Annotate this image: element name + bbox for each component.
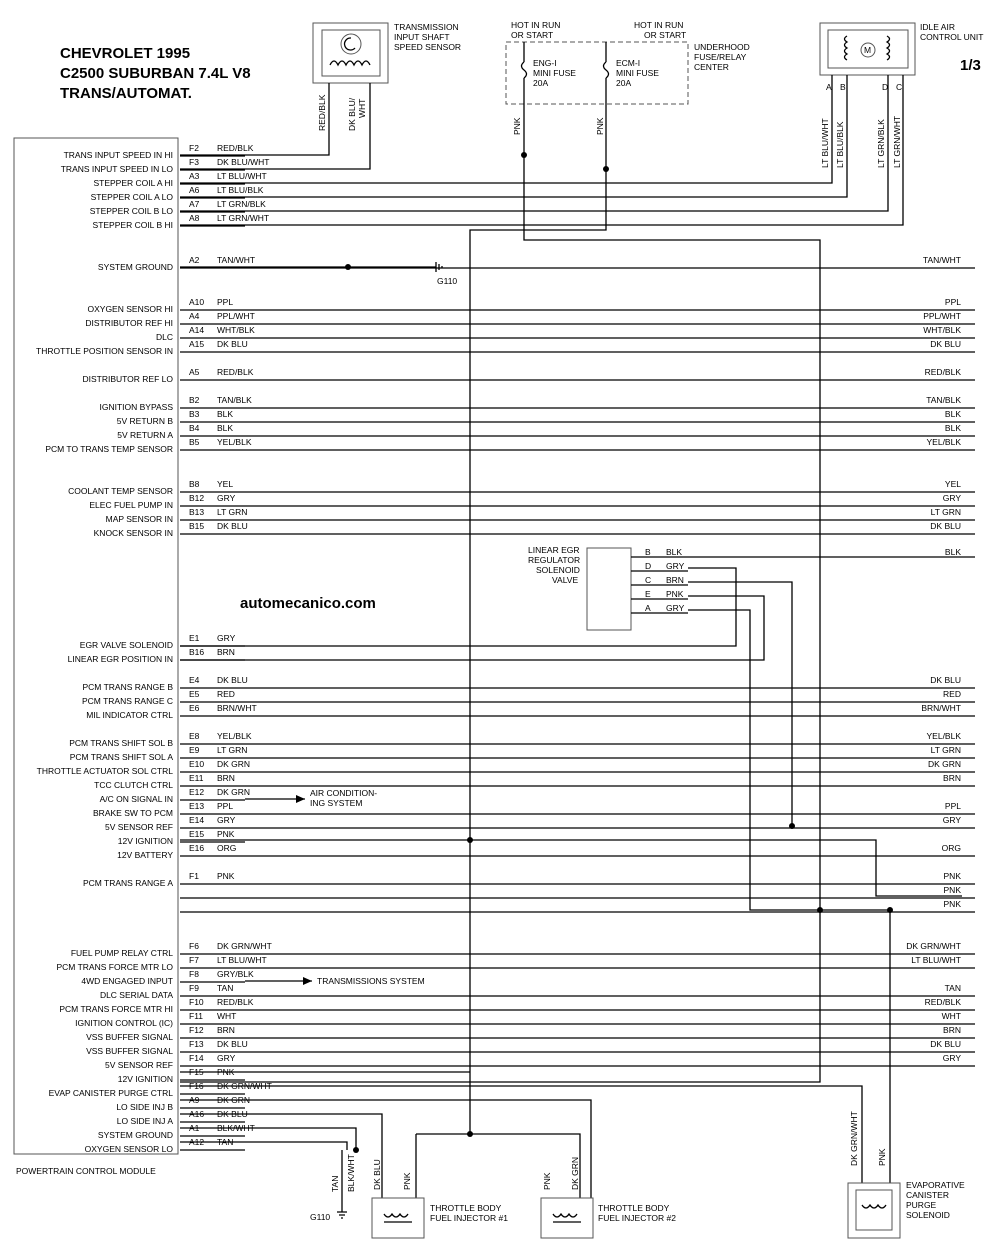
- pin-number: E5: [189, 689, 200, 699]
- egr-pin-letter: D: [645, 561, 652, 571]
- pin-number: F13: [189, 1039, 204, 1049]
- tiss-label-3: SPEED SENSOR: [394, 42, 462, 52]
- wire-color: LT GRN: [217, 745, 248, 755]
- fuse1-line2: MINI FUSE: [533, 68, 576, 78]
- wire-color-right: WHT: [941, 1011, 961, 1021]
- underhood-fuse-relay-center: [506, 20, 750, 104]
- pin-label: MAP SENSOR IN: [105, 514, 173, 524]
- pin-number: E9: [189, 745, 200, 755]
- wire-color-right: BRN: [943, 773, 961, 783]
- evap-label-2: CANISTER: [906, 1190, 949, 1200]
- pin-number: E6: [189, 703, 200, 713]
- wire-color-right: ORG: [941, 843, 961, 853]
- wire-color: RED/BLK: [217, 143, 254, 153]
- throttle-body-fuel-injector-1: [372, 1198, 508, 1238]
- iac-pin-c: C: [896, 82, 903, 92]
- pin-number: E14: [189, 815, 205, 825]
- pin-label: DISTRIBUTOR REF LO: [82, 374, 173, 384]
- wire-color-right: PNK: [943, 871, 961, 881]
- egr-label-3: SOLENOID: [536, 565, 580, 575]
- wire-color-right: TAN/BLK: [926, 395, 961, 405]
- egr-wire-color: GRY: [666, 561, 685, 571]
- egr-pins: [631, 547, 975, 613]
- pin-label: PCM TRANS RANGE B: [82, 682, 173, 692]
- bottom-wire-dkgrn: DK GRN: [570, 1156, 580, 1190]
- wire-color: GRY/BLK: [217, 969, 254, 979]
- pin-number: F2: [189, 143, 199, 153]
- egr-wire-color: BRN: [666, 575, 684, 585]
- bottom-wire-pnk2: PNK: [542, 1172, 552, 1190]
- iac-wire-4: LT GRN/WHT: [892, 115, 902, 168]
- pin-number: F3: [189, 157, 199, 167]
- pin-label: BRAKE SW TO PCM: [93, 808, 173, 818]
- pin-label: 12V IGNITION: [117, 1074, 173, 1084]
- pin-label: 5V SENSOR REF: [104, 1060, 173, 1070]
- bottom-wire-dkblu: DK BLU: [372, 1159, 382, 1190]
- wire-color-right: TAN: [944, 983, 961, 993]
- pin-number: E8: [189, 731, 200, 741]
- page-number: 1/3: [960, 57, 981, 74]
- wire-color-right: GRY: [942, 493, 961, 503]
- evap-label-3: PURGE: [906, 1200, 937, 1210]
- tiss-wire-1: RED/BLK: [317, 94, 327, 131]
- inj2-label-1: THROTTLE BODY: [598, 1203, 670, 1213]
- wire-color-right: DK GRN/WHT: [906, 941, 961, 951]
- pin-number: E4: [189, 675, 200, 685]
- pin-label: 5V RETURN B: [116, 416, 173, 426]
- egr-label-4: VALVE: [552, 575, 579, 585]
- tiss-label-1: TRANSMISSION: [394, 22, 459, 32]
- linear-egr-valve: [528, 545, 631, 630]
- iac-pin-b: B: [840, 82, 846, 92]
- pin-number: F16: [189, 1081, 204, 1091]
- wire-color-right: BRN/WHT: [921, 703, 961, 713]
- egr-wire-color: BLK: [666, 547, 683, 557]
- fuse-center-2: FUSE/RELAY: [694, 52, 747, 62]
- pin-label: OXYGEN SENSOR HI: [87, 304, 173, 314]
- pin-label: EGR VALVE SOLENOID: [79, 640, 173, 650]
- pin-label: TRANS INPUT SPEED IN LO: [60, 164, 173, 174]
- wire-color: YEL/BLK: [217, 437, 252, 447]
- wire-color: DK BLU: [217, 521, 248, 531]
- pin-label: STEPPER COIL B HI: [92, 220, 173, 230]
- pin-label: STEPPER COIL A HI: [93, 178, 173, 188]
- pin-label: MIL INDICATOR CTRL: [86, 710, 173, 720]
- bottom-wire-pnk1: PNK: [402, 1172, 412, 1190]
- wire-color-right: DK BLU: [930, 339, 961, 349]
- wire-color: GRY: [217, 633, 236, 643]
- pin-number: B2: [189, 395, 200, 405]
- wire-color-right: LT GRN: [930, 745, 961, 755]
- pin-number: B8: [189, 479, 200, 489]
- wire-color: PPL: [217, 801, 234, 811]
- iac-pin-a: A: [826, 82, 832, 92]
- wire-color: PPL: [217, 297, 234, 307]
- pin-number: A5: [189, 367, 200, 377]
- wire-color: BRN: [217, 773, 235, 783]
- idle-air-control-unit: [820, 22, 983, 92]
- pin-label: LO SIDE INJ B: [116, 1102, 173, 1112]
- wire-color: BRN: [217, 1025, 235, 1035]
- wire-color-right: PPL: [944, 297, 961, 307]
- inj1-label-1: THROTTLE BODY: [430, 1203, 502, 1213]
- pin-number: E11: [189, 773, 204, 783]
- wire-color: DK BLU: [217, 675, 248, 685]
- egr-b-right-color: BLK: [944, 547, 961, 557]
- wire-color: RED/BLK: [217, 367, 254, 377]
- fuse-wire-1: PNK: [512, 117, 522, 135]
- iac-wire-1: LT BLU/WHT: [820, 118, 830, 168]
- wire-color: WHT: [217, 1011, 237, 1021]
- bottom-wire-pnk3: PNK: [877, 1148, 887, 1166]
- wire-color-right: DK BLU: [930, 1039, 961, 1049]
- pin-number: A2: [189, 255, 200, 265]
- wire-color: RED/BLK: [217, 997, 254, 1007]
- egr-pin-letter: E: [645, 589, 651, 599]
- wire-color: TAN: [217, 983, 234, 993]
- pin-number: F6: [189, 941, 199, 951]
- wire-color: DK BLU: [217, 339, 248, 349]
- egr-pin-letter: B: [645, 547, 651, 557]
- pin-label: STEPPER COIL B LO: [89, 206, 173, 216]
- wire-color: PNK: [217, 871, 235, 881]
- pin-number: B16: [189, 647, 205, 657]
- egr-label-1: LINEAR EGR: [528, 545, 580, 555]
- pin-number: F7: [189, 955, 199, 965]
- wire-color-right: LT GRN: [930, 507, 961, 517]
- pin-number: B13: [189, 507, 205, 517]
- pin-number: A4: [189, 311, 200, 321]
- pin-label: IGNITION BYPASS: [99, 402, 173, 412]
- wire-color: PNK: [217, 829, 235, 839]
- pin-label: LINEAR EGR POSITION IN: [67, 654, 173, 664]
- wire-color-right: RED: [943, 689, 961, 699]
- wire-color: TAN: [217, 1137, 234, 1147]
- trans-system-label: TRANSMISSIONS SYSTEM: [317, 976, 425, 986]
- pin-number: E10: [189, 759, 205, 769]
- wire-color-right: PPL: [944, 801, 961, 811]
- pin-label: 12V BATTERY: [117, 850, 173, 860]
- pin-number: F14: [189, 1053, 204, 1063]
- wire-color-right: TAN/WHT: [922, 255, 961, 265]
- pin-label: LO SIDE INJ A: [116, 1116, 173, 1126]
- pin-label: PCM TO TRANS TEMP SENSOR: [45, 444, 173, 454]
- wire-color: LT BLU/WHT: [217, 171, 267, 181]
- ac-system-1: AIR CONDITION-: [310, 788, 378, 798]
- wire-color: GRY: [217, 493, 236, 503]
- pin-label: VSS BUFFER SIGNAL: [86, 1032, 173, 1042]
- wire-color: RED: [217, 689, 235, 699]
- transmission-input-shaft-speed-sensor: [313, 22, 461, 83]
- pin-label: THROTTLE ACTUATOR SOL CTRL: [36, 766, 173, 776]
- pin-number: E15: [189, 829, 205, 839]
- wire-color: DK GRN/WHT: [217, 1081, 272, 1091]
- pin-label: EVAP CANISTER PURGE CTRL: [48, 1088, 173, 1098]
- pin-number: A6: [189, 185, 200, 195]
- pin-number: A8: [189, 213, 200, 223]
- fuse2-line1: ECM-I: [616, 58, 641, 68]
- pin-label: TCC CLUTCH CTRL: [94, 780, 173, 790]
- pin-number: A15: [189, 339, 205, 349]
- pin-label: ELEC FUEL PUMP IN: [89, 500, 173, 510]
- pin-label: TRANS INPUT SPEED IN HI: [63, 150, 173, 160]
- watermark: automecanico.com: [240, 595, 376, 612]
- pin-label: SYSTEM GROUND: [97, 1130, 173, 1140]
- pin-label: DLC SERIAL DATA: [99, 990, 173, 1000]
- wire-color: BRN/WHT: [217, 703, 257, 713]
- pin-label: 12V IGNITION: [117, 836, 173, 846]
- wire-color-right: PPL/WHT: [923, 311, 961, 321]
- wire-color: DK BLU/WHT: [217, 157, 270, 167]
- tiss-label-2: INPUT SHAFT: [394, 32, 450, 42]
- wire-color: DK GRN: [217, 1095, 251, 1105]
- title-line-2: C2500 SUBURBAN 7.4L V8: [60, 65, 251, 82]
- wire-color-right: GRY: [942, 815, 961, 825]
- pin-number: A10: [189, 297, 205, 307]
- pin-number: F10: [189, 997, 204, 1007]
- module-label: POWERTRAIN CONTROL MODULE: [16, 1166, 156, 1176]
- pin-number: F8: [189, 969, 199, 979]
- wire-color-right: YEL: [944, 479, 961, 489]
- wire-color: DK BLU: [217, 1039, 248, 1049]
- ac-system-2: ING SYSTEM: [310, 798, 363, 808]
- inj1-label-2: FUEL INJECTOR #1: [430, 1213, 508, 1223]
- pin-number: B5: [189, 437, 200, 447]
- wire-color: BLK: [217, 423, 234, 433]
- pin-label: PCM TRANS FORCE MTR LO: [56, 962, 173, 972]
- pin-number: A12: [189, 1137, 205, 1147]
- evap-label-4: SOLENOID: [906, 1210, 950, 1220]
- wire-color: WHT/BLK: [217, 325, 255, 335]
- egr-pin-letter: A: [645, 603, 651, 613]
- bottom-wire-dkgrnwht: DK GRN/WHT: [849, 1111, 859, 1166]
- evap-canister-purge-solenoid: [848, 1180, 965, 1238]
- wire-color-right: GRY: [942, 1053, 961, 1063]
- wire-color-right: BLK: [944, 423, 961, 433]
- bottom-wire-tan: TAN: [330, 1175, 340, 1192]
- pin-number: B3: [189, 409, 200, 419]
- wire-color-right: DK BLU: [930, 675, 961, 685]
- inj2-label-2: FUEL INJECTOR #2: [598, 1213, 676, 1223]
- wire-color-right: BLK: [944, 409, 961, 419]
- pin-number: F9: [189, 983, 199, 993]
- pin-label: PCM TRANS SHIFT SOL A: [69, 752, 173, 762]
- wire-color: LT GRN/WHT: [217, 213, 270, 223]
- pin-number: A14: [189, 325, 205, 335]
- pin-label: PCM TRANS RANGE C: [82, 696, 173, 706]
- pin-label: PCM TRANS SHIFT SOL B: [69, 738, 173, 748]
- wire-color: PPL/WHT: [217, 311, 255, 321]
- wire-color: LT BLU/WHT: [217, 955, 267, 965]
- wire-color: LT GRN: [217, 507, 248, 517]
- fuse-center-1: UNDERHOOD: [694, 42, 750, 52]
- pin-label: DLC: [155, 332, 173, 342]
- pin-number: F11: [189, 1011, 204, 1021]
- wire-color: LT BLU/BLK: [217, 185, 264, 195]
- hot-in-run-2b: OR START: [644, 30, 687, 40]
- pin-number: F12: [189, 1025, 204, 1035]
- pin-number: A3: [189, 171, 200, 181]
- wire-color: LT GRN/BLK: [217, 199, 266, 209]
- pin-label: COOLANT TEMP SENSOR: [68, 486, 173, 496]
- fuse1-line1: ENG-I: [533, 58, 557, 68]
- fuse2-line3: 20A: [616, 78, 632, 88]
- pin-label: KNOCK SENSOR IN: [93, 528, 173, 538]
- pin-label: A/C ON SIGNAL IN: [99, 794, 173, 804]
- hot-in-run-2a: HOT IN RUN: [634, 20, 684, 30]
- wire-color-right: LT BLU/WHT: [911, 955, 961, 965]
- evap-label-1: EVAPORATIVE: [906, 1180, 965, 1190]
- tiss-wire-2a: DK BLU/: [347, 97, 357, 131]
- tiss-wire-2b: WHT: [357, 98, 367, 118]
- pin-label: 4WD ENGAGED INPUT: [81, 976, 173, 986]
- pin-number: A9: [189, 1095, 200, 1105]
- pin-number: A7: [189, 199, 200, 209]
- pin-number: E12: [189, 787, 205, 797]
- wire-color: GRY: [217, 1053, 236, 1063]
- pin-label: DISTRIBUTOR REF HI: [85, 318, 173, 328]
- pin-label: PCM TRANS FORCE MTR HI: [59, 1004, 173, 1014]
- fuse2-line2: MINI FUSE: [616, 68, 659, 78]
- wire-color: DK GRN: [217, 787, 251, 797]
- title-line-3: TRANS/AUTOMAT.: [60, 85, 192, 102]
- wire-color-right: RED/BLK: [924, 997, 961, 1007]
- wire-color: BRN: [217, 647, 235, 657]
- pin-label: IGNITION CONTROL (IC): [75, 1018, 173, 1028]
- wire-color-right: YEL/BLK: [926, 437, 961, 447]
- egr-pin-letter: C: [645, 575, 652, 585]
- bottom-wire-blkwht: BLK/WHT: [346, 1154, 356, 1192]
- wire-color: BLK: [217, 409, 234, 419]
- wire-color-right: BRN: [943, 1025, 961, 1035]
- wire-color: TAN/WHT: [217, 255, 256, 265]
- pin-label: SYSTEM GROUND: [97, 262, 173, 272]
- pin-label: FUEL PUMP RELAY CTRL: [70, 948, 173, 958]
- wire-color: TAN/BLK: [217, 395, 252, 405]
- wire-color: YEL: [217, 479, 234, 489]
- wire-color-right: DK GRN: [927, 759, 961, 769]
- wire-color-right: PNK: [943, 885, 961, 895]
- wire-color: GRY: [217, 815, 236, 825]
- iac-pin-d: D: [882, 82, 889, 92]
- wire-color: DK GRN/WHT: [217, 941, 272, 951]
- pin-rows: [36, 143, 975, 1154]
- pin-label: OXYGEN SENSOR LO: [84, 1144, 173, 1154]
- fuse-center-3: CENTER: [694, 62, 729, 72]
- svg-text:M: M: [864, 45, 872, 55]
- title-line-1: CHEVROLET 1995: [60, 45, 191, 62]
- wire-color-right: PNK: [943, 899, 961, 909]
- wire-color-right: YEL/BLK: [926, 731, 961, 741]
- egr-wire-color: GRY: [666, 603, 685, 613]
- egr-wire-color: PNK: [666, 589, 684, 599]
- wire-color: YEL/BLK: [217, 731, 252, 741]
- iac-wire-3: LT GRN/BLK: [876, 119, 886, 168]
- wire-color-right: WHT/BLK: [923, 325, 961, 335]
- pin-number: B12: [189, 493, 205, 503]
- pin-number: B15: [189, 521, 205, 531]
- pin-label: PCM TRANS RANGE A: [82, 878, 173, 888]
- wire-color-right: DK BLU: [930, 521, 961, 531]
- pin-number: F15: [189, 1067, 204, 1077]
- pin-number: B4: [189, 423, 200, 433]
- iac-label-2: CONTROL UNIT: [920, 32, 984, 42]
- wire-color: ORG: [217, 843, 237, 853]
- iac-wire-2: LT BLU/BLK: [835, 121, 845, 168]
- pin-label: THROTTLE POSITION SENSOR IN: [36, 346, 173, 356]
- pin-label: STEPPER COIL A LO: [90, 192, 173, 202]
- fuse-wire-2: PNK: [595, 117, 605, 135]
- pin-label: VSS BUFFER SIGNAL: [86, 1046, 173, 1056]
- throttle-body-fuel-injector-2: [541, 1198, 676, 1238]
- fuse1-line3: 20A: [533, 78, 549, 88]
- pin-number: E13: [189, 801, 205, 811]
- pin-label: 5V SENSOR REF: [104, 822, 173, 832]
- pin-number: A1: [189, 1123, 200, 1133]
- wire-color: PNK: [217, 1067, 235, 1077]
- wire-color: DK GRN: [217, 759, 251, 769]
- wire-color: BLK/WHT: [217, 1123, 255, 1133]
- hot-in-run-1a: HOT IN RUN: [511, 20, 561, 30]
- egr-label-2: REGULATOR: [528, 555, 581, 565]
- pin-number: E16: [189, 843, 205, 853]
- pin-label: 5V RETURN A: [117, 430, 173, 440]
- pin-number: F1: [189, 871, 199, 881]
- pin-number: A16: [189, 1109, 205, 1119]
- wire-color: DK BLU: [217, 1109, 248, 1119]
- hot-in-run-1b: OR START: [511, 30, 554, 40]
- pin-number: E1: [189, 633, 200, 643]
- wire-color-right: RED/BLK: [924, 367, 961, 377]
- iac-label-1: IDLE AIR: [920, 22, 955, 32]
- ground-g110-bottom: G110: [310, 1212, 331, 1222]
- ground-g110-top: G110: [437, 276, 458, 286]
